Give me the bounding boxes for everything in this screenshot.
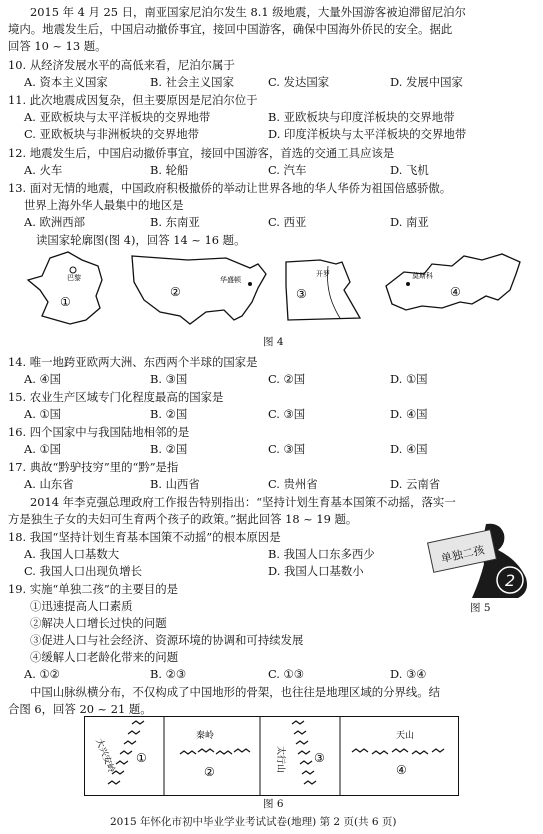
q19-statement-3: ③促进人口与社会经济、资源环境的协调和可持续发展 bbox=[30, 633, 304, 647]
intro1-line3: 回答 10 ~ 13 题。 bbox=[8, 39, 107, 53]
q17-option-c: C. 贵州省 bbox=[268, 477, 318, 491]
q14-option-d: D. ①国 bbox=[390, 372, 428, 386]
q14-option-b: B. ③国 bbox=[150, 372, 188, 386]
q16-option-b: B. ②国 bbox=[150, 442, 188, 456]
mountain4-name: 天山 bbox=[396, 731, 415, 741]
q10-option-d: D. 发展中国家 bbox=[390, 75, 463, 89]
russia-outline bbox=[386, 254, 520, 310]
q11-option-c: C. 亚欧板块与非洲板块的交界地带 bbox=[24, 127, 200, 141]
figure6-mountain-ranges bbox=[84, 716, 459, 796]
q19-option-a: A. ①② bbox=[24, 667, 60, 681]
france-outline bbox=[28, 252, 102, 324]
stamp-text: 单独二孩 bbox=[439, 543, 486, 566]
figure5-two-child-illustration bbox=[426, 520, 538, 598]
mountain1-name: 大兴安岭 bbox=[93, 737, 116, 775]
q13-option-d: D. 南亚 bbox=[390, 215, 429, 229]
q12-stem: 12. 地震发生后，中国启动撤侨事宜，接回中国游客，首选的交通工具应该是 bbox=[8, 146, 395, 160]
intro3-line1: 中国山脉纵横分布，不仅构成了中国地形的骨架，也往往是地理区域的分界线。结 bbox=[30, 685, 441, 699]
q10-option-c: C. 发达国家 bbox=[268, 75, 330, 89]
q14-option-c: C. ②国 bbox=[268, 372, 306, 386]
paris-label: 巴黎 bbox=[67, 274, 81, 282]
figure4-country-outlines bbox=[20, 246, 525, 336]
q17-option-d: D. 云南省 bbox=[390, 477, 441, 491]
read-figure4-instruction: 读国家轮廓图(图 4)，回答 14 ~ 16 题。 bbox=[36, 233, 246, 247]
q19-option-c: C. ①③ bbox=[268, 667, 304, 681]
mountain2-name: 秦岭 bbox=[196, 731, 215, 741]
mountain3-name: 太行山 bbox=[275, 746, 285, 774]
intro2-line1: 2014 年李克强总理政府工作报告特别指出：“坚持计划生育基本国策不动摇，落实一 bbox=[30, 495, 456, 509]
paris-marker bbox=[70, 267, 76, 273]
q11-stem: 11. 此次地震成因复杂，但主要原因是尼泊尔位于 bbox=[8, 93, 258, 107]
mountain4-number: ④ bbox=[396, 763, 407, 777]
mountain3-number: ③ bbox=[314, 751, 325, 765]
washington-marker bbox=[248, 282, 252, 286]
q16-stem: 16. 四个国家中与我国陆地相邻的是 bbox=[8, 425, 190, 439]
q13-stem-line2: 世界上海外华人最集中的地区是 bbox=[24, 198, 184, 212]
q10-option-a: A. 资本主义国家 bbox=[24, 75, 108, 89]
egypt-number: ③ bbox=[296, 287, 307, 301]
q15-option-b: B. ②国 bbox=[150, 407, 188, 421]
two-number: 2 bbox=[505, 571, 516, 590]
q19-statement-2: ②解决人口增长过快的问题 bbox=[30, 616, 167, 630]
taihang-ridges bbox=[292, 721, 316, 784]
q16-option-d: D. ④国 bbox=[390, 442, 428, 456]
q17-option-b: B. 山西省 bbox=[150, 477, 200, 491]
q11-option-d: D. 印度洋板块与太平洋板块的交界地带 bbox=[268, 127, 467, 141]
q15-option-d: D. ④国 bbox=[390, 407, 428, 421]
q13-stem-line1: 13. 面对无情的地震，中国政府积极撤侨的举动让世界各地的华人华侨为祖国倍感骄傲。 bbox=[8, 181, 452, 195]
q11-option-a: A. 亚欧板块与太平洋板块的交界地带 bbox=[24, 110, 211, 124]
q15-stem: 15. 农业生产区域专门化程度最高的国家是 bbox=[8, 390, 224, 404]
usa-outline bbox=[132, 256, 266, 324]
q18-option-d: D. 我国人口基数小 bbox=[268, 564, 364, 578]
intro3-line2: 合图 6，回答 20 ~ 21 题。 bbox=[8, 702, 152, 716]
q18-option-b: B. 我国人口东多西少 bbox=[268, 547, 375, 561]
q14-stem: 14. 唯一地跨亚欧两大洲、东西两个半球的国家是 bbox=[8, 355, 258, 369]
france-number: ① bbox=[60, 295, 71, 309]
intro2-line2: 方是独生子女的夫妇可生育两个孩子的政策。”据此回答 18 ~ 19 题。 bbox=[8, 512, 358, 526]
q16-option-a: A. ①国 bbox=[24, 442, 62, 456]
q18-option-c: C. 我国人口出现负增长 bbox=[24, 564, 143, 578]
q19-option-b: B. ②③ bbox=[150, 667, 187, 681]
intro1-line2: 境内。地震发生后，中国启动撤侨事宜，接回中国游客，确保中国海外侨民的安全。据此 bbox=[8, 22, 453, 36]
qinling-ridges bbox=[180, 749, 250, 754]
q18-option-a: A. 我国人口基数大 bbox=[24, 547, 120, 561]
washington-label: 华盛顿 bbox=[220, 276, 241, 284]
q10-stem: 10. 从经济发展水平的高低来看，尼泊尔属于 bbox=[8, 58, 235, 72]
q15-option-a: A. ①国 bbox=[24, 407, 62, 421]
figure4-caption: 图 4 bbox=[263, 336, 284, 348]
q12-option-a: A. 火车 bbox=[24, 163, 63, 177]
q19-statement-1: ①迅速提高人口素质 bbox=[30, 599, 133, 613]
intro1-line1: 2015 年 4 月 25 日，南亚国家尼泊尔发生 8.1 级地震，大量外国游客被迫滞留尼泊尔 bbox=[30, 5, 466, 19]
q19-statement-4: ④缓解人口老龄化带来的问题 bbox=[30, 650, 179, 664]
tianshan-ridges bbox=[352, 749, 444, 754]
q19-stem: 19. 实施“单独二孩”的主要目的是 bbox=[8, 582, 179, 596]
russia-number: ④ bbox=[450, 285, 461, 299]
q12-option-b: B. 轮船 bbox=[150, 163, 189, 177]
q12-option-c: C. 汽车 bbox=[268, 163, 307, 177]
usa-number: ② bbox=[170, 285, 181, 299]
q15-option-c: C. ③国 bbox=[268, 407, 306, 421]
q19-option-d: D. ③④ bbox=[390, 667, 427, 681]
cairo-label: 开罗 bbox=[316, 270, 330, 278]
page-footer: 2015 年怀化市初中毕业学业考试试卷(地理) 第 2 页(共 6 页) bbox=[110, 816, 397, 828]
q14-option-a: A. ④国 bbox=[24, 372, 62, 386]
figure6-caption: 图 6 bbox=[263, 798, 284, 810]
moscow-label: 莫斯科 bbox=[412, 272, 433, 280]
q13-option-a: A. 欧洲西部 bbox=[24, 215, 86, 229]
moscow-marker bbox=[406, 282, 410, 286]
mountain1-number: ① bbox=[136, 751, 147, 765]
q13-option-c: C. 西亚 bbox=[268, 215, 307, 229]
figure5-caption: 图 5 bbox=[470, 602, 491, 614]
q10-option-b: B. 社会主义国家 bbox=[150, 75, 234, 89]
q18-stem: 18. 我国“坚持计划生育基本国策不动摇”的根本原因是 bbox=[8, 530, 281, 544]
q17-option-a: A. 山东省 bbox=[24, 477, 74, 491]
q13-option-b: B. 东南亚 bbox=[150, 215, 200, 229]
mountain2-number: ② bbox=[204, 765, 215, 779]
q17-stem: 17. 典故“黔驴技穷”里的“黔”是指 bbox=[8, 460, 179, 474]
q12-option-d: D. 飞机 bbox=[390, 163, 429, 177]
q11-option-b: B. 亚欧板块与印度洋板块的交界地带 bbox=[268, 110, 455, 124]
q16-option-c: C. ③国 bbox=[268, 442, 306, 456]
